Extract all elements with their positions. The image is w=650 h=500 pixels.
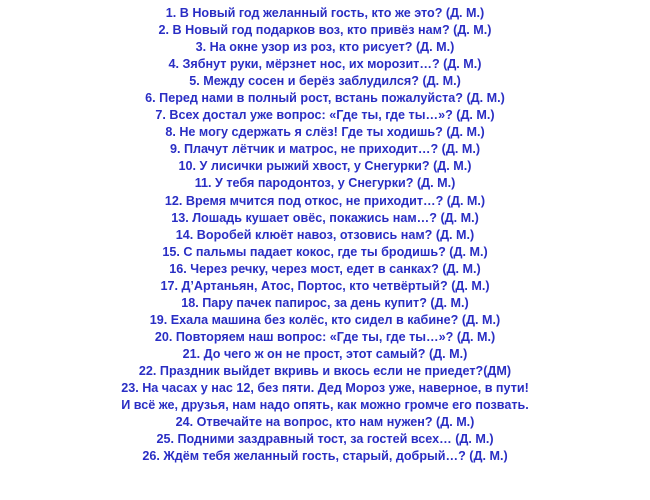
riddle-line-20: 20. Повторяем наш вопрос: «Где ты, где ты…»? (Д. М.): [154, 329, 496, 344]
riddle-line-2: 2. В Новый год подарков воз, кто привёз нам? (Д. М.): [158, 23, 492, 38]
riddle-line-17: 17. Д’Артаньян, Атос, Портос, кто четвёртый? (Д. М.): [160, 278, 490, 293]
riddle-line-22: 22. Праздник выйдет вкривь и вкось если не приедет?(ДМ): [138, 363, 512, 378]
riddle-line-3: 3. На окне узор из роз, кто рисует? (Д. М.): [195, 40, 455, 55]
riddle-line-11: 11. У тебя пародонтоз, у Снегурки? (Д. М.): [194, 176, 456, 191]
riddle-line-13: 13. Лошадь кушает овёс, покажись нам…? (Д. М.): [171, 210, 479, 225]
riddle-line-25: 25. Подними заздравный тост, за гостей всех… (Д. М.): [156, 432, 494, 447]
riddle-line-24: 24. Отвечайте на вопрос, кто нам нужен? (Д. М.): [175, 415, 475, 430]
riddle-list: [0, 5, 650, 465]
riddle-line-10: 10. У лисички рыжий хвост, у Снегурки? (Д. М.): [178, 159, 472, 174]
riddle-line-14: 14. Воробей клюёт навоз, отзовись нам? (Д. М.): [175, 227, 475, 242]
riddle-line-16: 16. Через речку, через мост, едет в санках? (Д. М.): [169, 261, 481, 276]
riddle-line-1: 1. В Новый год желанный гость, кто же это? (Д. М.): [165, 6, 485, 20]
riddle-line-21: 21. До чего ж он не прост, этот самый? (Д. М.): [182, 346, 468, 361]
riddle-line-23: 23. На часах у нас 12, без пяти. Дед Мороз уже, наверное, в пути!: [121, 381, 529, 396]
riddle-line-19: 19. Ехала машина без колёс, кто сидел в кабине? (Д. М.): [149, 312, 501, 327]
riddle-line-9: 9. Плачут лётчик и матрос, не приходит…? (Д. М.): [169, 142, 481, 157]
riddle-line-5: 5. Между сосен и берёз заблудился? (Д. М.): [189, 74, 461, 89]
riddle-line-6: 6. Перед нами в полный рост, встань пожалуйста? (Д. М.): [145, 91, 505, 106]
riddle-line-18: 18. Пару пачек папирос, за день купит? (Д. М.): [181, 295, 469, 310]
riddle-line-4: 4. Зябнут руки, мёрзнет нос, их морозит…? (Д. М.): [168, 57, 482, 72]
riddle-line-8: 8. Не могу сдержать я слёз! Где ты ходишь? (Д. М.): [165, 125, 485, 140]
riddle-line-15: 15. С пальмы падает кокос, где ты бродишь? (Д. М.): [162, 244, 488, 259]
riddle-line-12: 12. Время мчится под откос, не приходит…? (Д. М.): [164, 193, 486, 208]
riddle-line-26: 26. Ждём тебя желанный гость, старый, добрый…? (Д. М.): [142, 449, 508, 464]
riddle-line-23-continuation: И всё же, друзья, нам надо опять, как можно громче его позвать.: [121, 398, 529, 413]
riddle-line-7: 7. Всех достал уже вопрос: «Где ты, где ты…»? (Д. М.): [155, 108, 495, 123]
